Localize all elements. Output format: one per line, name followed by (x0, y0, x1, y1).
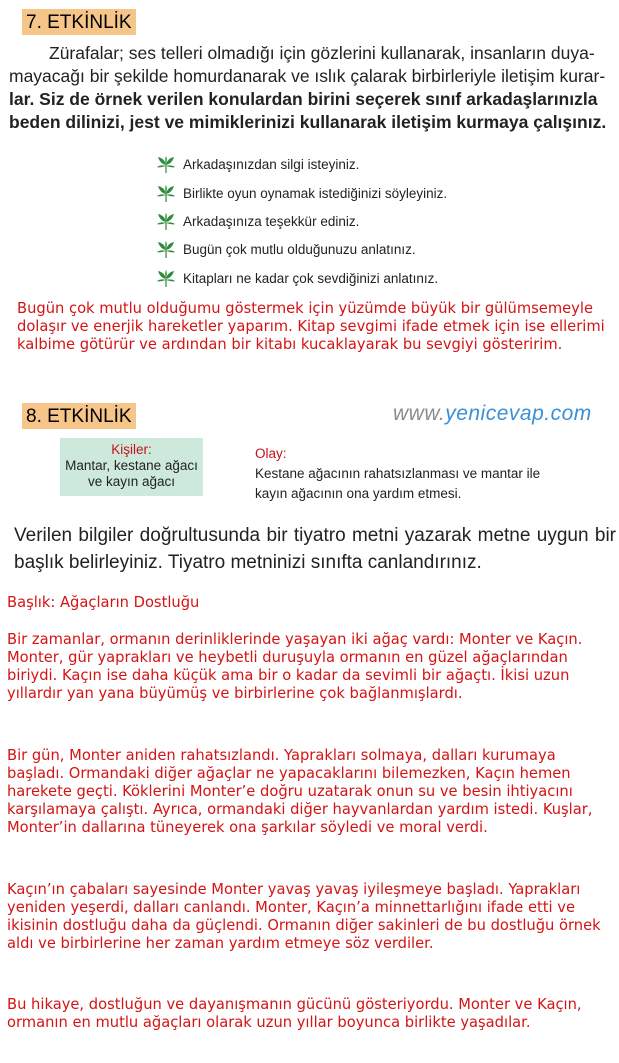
instruction-line-3: lar. Siz de örnek verilen konulardan birini seçerek sınıf arkadaşlarınızla (9, 89, 598, 109)
answer-paragraph: Bir gün, Monter aniden rahatsızlandı. Yaprakları solmaya, dalları kurumaya başladı. Ormandaki diğer ağaçlar ne yapacaklarını bilemezken, Kaçın hemen harekete geçti. Köklerini Monter’e doğru uzatarak onun su ve besin ihtiyacını karşılamaya çalıştı. Ayrıca, ormandaki diğer hayvanlardan yardım istedi. Kuşlar, Monter’in dallarına tüneyerek ona şarkılar söyledi ve moral verdi. (7, 747, 593, 836)
bullet-text: Birlikte oyun oynamak istediğinizi söyleyiniz. (183, 186, 448, 201)
logo-prefix: www. (393, 402, 446, 425)
answer-paragraph: Bu hikaye, dostluğun ve dayanışmanın gücünü gösteriyordu. Monter ve Kaçın, ormanın en mutlu ağaçları olarak uzun yıllar boyunca birlikte yaşadılar. (7, 996, 582, 1031)
site-logo[interactable] (393, 402, 592, 426)
bullet-text: Arkadaşınıza teşekkür ediniz. (183, 214, 360, 229)
activity7-instructions (9, 42, 613, 134)
answer-title: Başlık: Ağaçların Dostluğu (7, 594, 200, 611)
event-box (255, 444, 540, 504)
persons-line-2: ve kayın ağacı (87, 474, 176, 489)
bullet-text: Kitapları ne kadar çok sevdiğinizi anlatınız. (183, 271, 439, 286)
activity7-title: 7. ETKİNLİK (22, 9, 136, 35)
event-line-1: Kestane ağacının rahatsızlanması ve mantar ile (255, 466, 541, 481)
leaf-icon (157, 270, 175, 288)
activity8-instructions: Verilen bilgiler doğrultusunda bir tiyatro metni yazarak metne uygun bir başlık belirleyiniz. Tiyatro metninizi sınıfta canlandırınız. (14, 525, 616, 573)
activity8-title: 8. ETKİNLİK (22, 403, 136, 429)
bullet-text: Bugün çok mutlu olduğunuzu anlatınız. (183, 242, 416, 257)
leaf-icon (157, 185, 175, 203)
instruction-line-1: Zürafalar; ses telleri olmadığı için gözlerini kullanarak, insanların duya- (49, 43, 595, 63)
persons-box (60, 438, 203, 496)
bullet-text: Arkadaşınızdan silgi isteyiniz. (183, 157, 360, 172)
instruction-line-2: mayacağı bir şekilde homurdanarak ve ıslık çalarak birbirleriyle iletişim kurar- (9, 66, 606, 86)
leaf-icon (157, 156, 175, 174)
instruction-line-4: beden dilinizi, jest ve mimiklerinizi kullanarak iletişim kurmaya çalışınız. (9, 112, 607, 132)
event-label: Olay: (255, 446, 287, 461)
event-line-2: kayın ağacının ona yardım etmesi. (255, 486, 462, 501)
answer-paragraph: Kaçın’ın çabaları sayesinde Monter yavaş yavaş iyileşmeye başladı. Yaprakları yeniden yeşerdi, dalları canlandı. Monter, Kaçın’a minnettarlığını ifade etti ve ikisinin dostluğu daha da güçlendi. Ormanın diğer sakinleri de bu dostluğu örnek aldı ve birbirlerine her zaman yardım etmeye söz verdiler. (7, 881, 601, 952)
activity7-answer: Bugün çok mutlu olduğumu göstermek için yüzümde büyük bir gülümsemeyle dolaşır ve enerjik hareketler yaparım. Kitap sevgimi ifade etmek için ise ellerimi kalbime götürür ve ardından bir kitabı kucaklayarak bu sevgiyi gösteririm. (17, 300, 605, 353)
logo-main: yenicevap.com (445, 402, 592, 425)
persons-label: Kişiler: (111, 442, 152, 457)
persons-line-1: Mantar, kestane ağacı (65, 458, 198, 473)
leaf-icon (157, 241, 175, 259)
leaf-icon (157, 213, 175, 231)
answer-paragraph: Bir zamanlar, ormanın derinliklerinde yaşayan iki ağaç vardı: Monter ve Kaçın. Monter, gür yaprakları ve heybetli duruşuyla ormanın en güzel ağaçlarından biriydi. Kaçın ise daha küçük ama bir o kadar da sevimli bir ağaçtı. İkisi uzun yıllardır yan yana büyümüş ve birbirlerine çok bağlanmışlardı. (7, 631, 583, 702)
